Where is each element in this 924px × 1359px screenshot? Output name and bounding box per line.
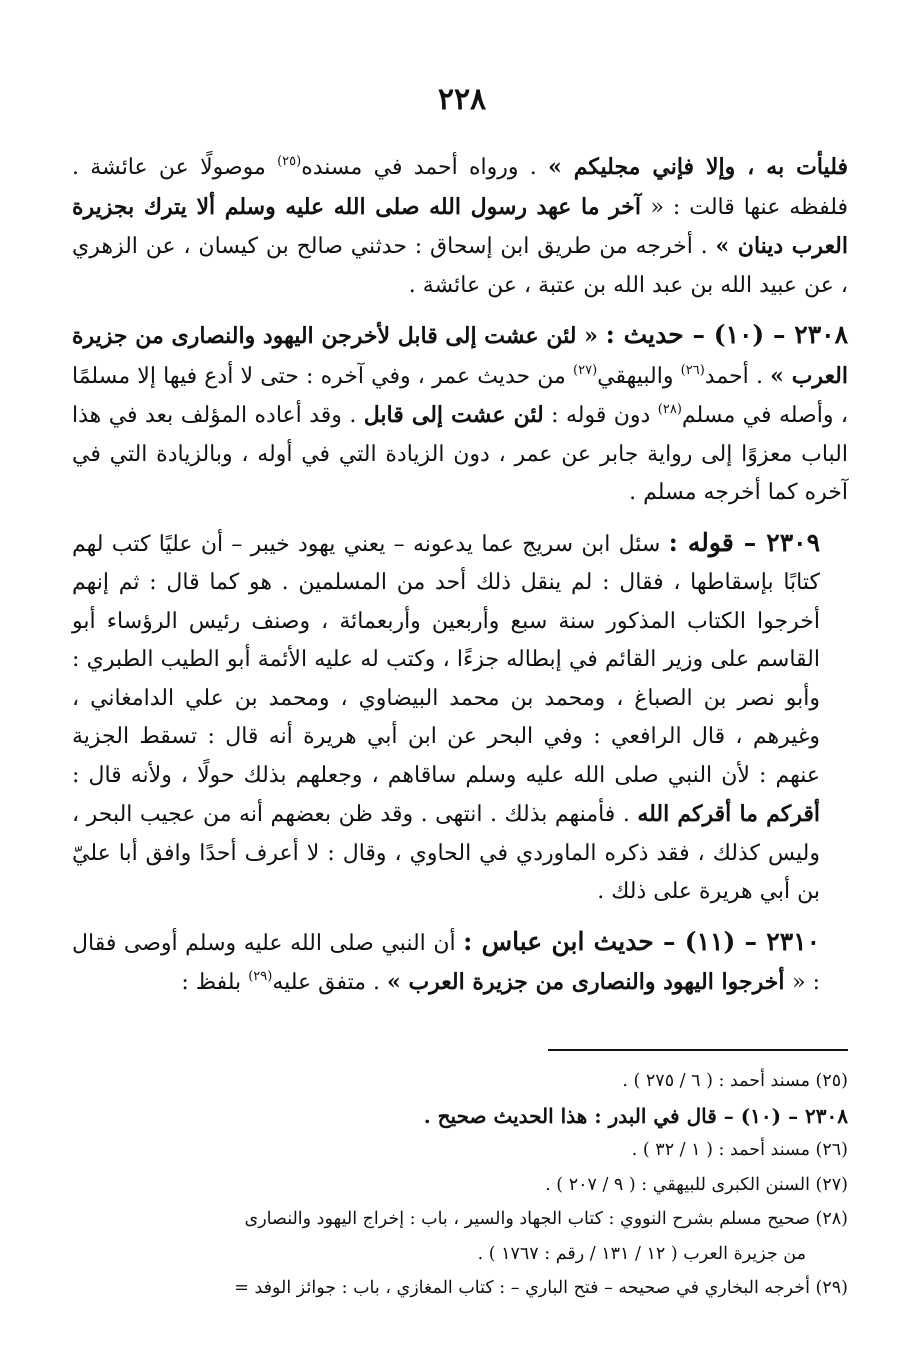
entry-heading: ٢٣٠٩ – قوله : [668, 527, 820, 557]
text-run: بلفظ : [181, 970, 249, 995]
hadith-quote: « لئن عشت إلى قابل لأخرجن اليهود والنصارى من جزيرة العرب » [72, 323, 848, 389]
footnote-28-continuation: من جزيرة العرب ( ١٢ / ١٣١ / رقم : ١٧٦٧ ) . [477, 1243, 806, 1264]
main-text [72, 148, 848, 1003]
footnote-26: (٢٦) مسند أحمد : ( ١ / ٣٢ ) . [631, 1140, 848, 1160]
text-run: سئل ابن سريج عما يدعونه – يعني يهود خيبر – أن عليًا كتب لهم كتابًا بإسقاطها ، فقال : لم ينقل ذلك أحد من المسلمين . هو كما قال : ثم إنهم أخرجوا الكتاب المذكور سنة سبع وأربعين وأربعمائة ، وصنف رئيس الرؤساء أبو القاسم على وزير القائم في إبطاله جزءًا ، وكتب له عليه الأئمة أبو الطيب الطبري : وأبو نصر بن الصباغ ، ومحمد بن محمد البيضاوي ، ومحمد بن علي الدامغاني ، وغيرهم ، قال الرافعي : وفي البحر عن ابن أبي هريرة أنه قال : تسقط الجزية عنهم : لأن النبي صلى الله عليه وسلم ساقاهم ، وجعلهم بذلك حولًا ، ولأنه قال : [72, 531, 820, 788]
footnote-2308: ٢٣٠٨ – (١٠) – قال في البدر : هذا الحديث صحيح . [423, 1103, 848, 1128]
entry-heading: ٢٣٠٨ – (١٠) – حديث : [605, 320, 848, 349]
entry-heading: ٢٣١٠ – (١١) – حديث ابن عباس : [463, 926, 820, 956]
text-run: دون قوله : [543, 403, 658, 428]
footnote-27: (٢٧) السنن الكبرى للبيهقي : ( ٩ / ٢٠٧ ) . [545, 1174, 848, 1195]
footnote-ref-28: (٢٨) [657, 402, 682, 417]
text-run: . أحمد [704, 363, 771, 389]
text-run: . ورواه أحمد في مسنده [301, 155, 549, 180]
entry-2308 [72, 316, 848, 513]
footnotes [72, 1064, 848, 1306]
footnote-divider [548, 1049, 848, 1051]
text-run: . أخرجه من طريق ابن إسحاق : حدثني صالح بن كيسان ، عن الزهري ، عن عبيد الله بن عبد الله بن عتبة ، عن عائشة . [72, 234, 848, 298]
text-run: . متفق عليه [272, 970, 388, 995]
page-number: ٢٢٨ [437, 82, 487, 117]
text-run: . فأمنهم بذلك . انتهى . وقد ظن بعضهم أنه من عجيب البحر ، وليس كذلك ، فقد ذكره الماوردي في الحاوي ، وقال : لا أعرف أحدًا وافق أبا عليّ بن أبي هريرة على ذلك . [72, 802, 820, 904]
footnote-28: (٢٨) صحيح مسلم بشرح النووي : كتاب الجهاد والسير ، باب : إخراج اليهود والنصارى [244, 1209, 848, 1229]
text-run: والبيهقي [597, 363, 681, 389]
paragraph-continuation [72, 148, 848, 305]
hadith-quote: آخر ما عهد رسول الله صلى الله عليه وسلم ألا يترك بجزيرة العرب دينان » [72, 193, 848, 259]
text-run: موصولًا عن عائشة . فلفظه عنها قالت : « [72, 155, 849, 220]
text-run: . وقد أعاده المؤلف بعد في هذا الباب معزوًا إلى رواية جابر عن عمر ، دون الزيادة التي في أوله ، وبالزيادة التي في آخره كما أخرجه مسلم . [72, 403, 848, 505]
footnote-ref-25: (٢٥) [277, 154, 302, 169]
hadith-quote: فليأت به ، وإلا فإني مجليكم » [548, 154, 848, 180]
entry-2309 [72, 524, 848, 912]
footnote-ref-26: (٢٦) [680, 362, 705, 378]
entry-2310 [72, 923, 848, 1003]
footnote-ref-27: (٢٧) [573, 362, 598, 378]
bold-phrase: لئن عشت إلى قابل [363, 402, 544, 428]
footnote-25: (٢٥) مسند أحمد : ( ٦ / ٢٧٥ ) . [622, 1071, 848, 1091]
hadith-quote: أخرجوا اليهود والنصارى من جزيرة العرب » [387, 969, 793, 995]
footnote-ref-29: (٢٩) [248, 969, 273, 984]
text-run: أن النبي صلى الله عليه وسلم أوصى فقال : « [72, 930, 820, 995]
text-run: من حديث عمر ، وفي آخره : حتى لا أدع فيها إلا مسلمًا ، وأصله في مسلم [72, 363, 848, 428]
footnote-29: (٢٩) أخرجه البخاري في صحيحه – فتح الباري – : كتاب المغازي ، باب : جوائز الوفد = [234, 1278, 848, 1298]
bold-phrase: أقركم ما أقركم الله [637, 801, 820, 827]
